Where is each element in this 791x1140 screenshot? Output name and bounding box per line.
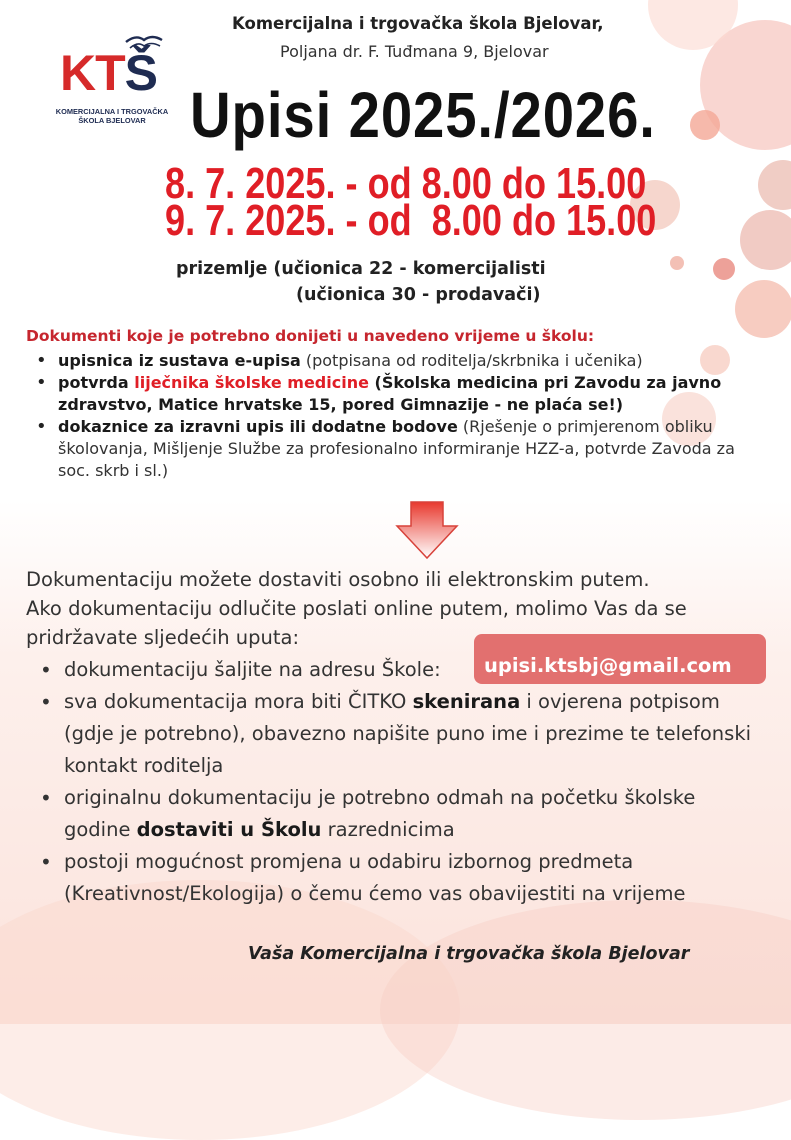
decorative-circle: [740, 210, 791, 270]
room-info-line-1: prizemlje (učionica 22 - komercijalisti: [176, 259, 546, 279]
list-item: • originalnu dokumentaciju je potrebno odmah na početku školske godine dostaviti u Školu razrednicima: [26, 782, 766, 846]
list-item: • potvrda liječnika školske medicine (Školska medicina pri Zavodu za javno zdravstvo, Matice hrvatske 15, pored Gimnazije - ne plaća se!): [26, 372, 771, 416]
list-item: • dokumentaciju šaljite na adresu Škole:: [26, 654, 766, 686]
list-item: • dokaznice za izravni upis ili dodatne bodove (Rješenje o primjerenom obliku školovanja, Mišljenje Službe za profesionalno informiranje HZZ-a, potvrde Zavoda za soc. skrb i sl.): [26, 416, 771, 482]
enrollment-date-2: 9. 7. 2025. - od 8.00 do 15.00: [165, 196, 657, 245]
delivery-intro: Dokumentaciju možete dostaviti osobno ili elektronskim putem. Ako dokumentaciju odlučite poslati online putem, molimo Vas da se pridržavate sljedećih uputa:: [26, 568, 687, 649]
list-item: • sva dokumentacija mora biti ČITKO skenirana i ovjerena potpisom (gdje je potrebno), obavezno napišite puno ime i prezime te telefonski kontakt roditelja: [26, 686, 766, 782]
list-item: • upisnica iz sustava e-upisa (potpisana od roditelja/skrbnika i učenika): [26, 350, 771, 372]
signature: Vaša Komercijalna i trgovačka škola Bjelovar: [248, 944, 690, 964]
room-info-line-2: (učionica 30 - prodavači): [296, 285, 541, 305]
decorative-circle: [735, 280, 791, 338]
documents-heading: Dokumenti koje je potrebno donijeti u navedeno vrijeme u školu:: [26, 327, 595, 345]
school-name: Komercijalna i trgovačka škola Bjelovar,: [232, 14, 604, 33]
list-item: • postoji mogućnost promjena u odabiru izbornog predmeta (Kreativnost/Ekologija) o čemu ćemo vas obavijestiti na vrijeme: [26, 846, 766, 910]
decorative-circle: [758, 160, 791, 210]
decorative-circle: [690, 110, 720, 140]
delivery-instructions-list: [26, 654, 766, 910]
enrollment-date-1: 8. 7. 2025. - od 8.00 do 15.00: [165, 159, 647, 208]
school-address: Poljana dr. F. Tuđmana 9, Bjelovar: [280, 42, 549, 61]
decorative-circle: [713, 258, 735, 280]
page-title: Upisi 2025./2026.: [190, 79, 656, 151]
school-logo: [52, 26, 170, 136]
decorative-circle: [670, 256, 684, 270]
logo-mark: KTŠ: [60, 45, 158, 101]
down-arrow-icon: [395, 500, 459, 560]
email-address-badge[interactable]: upisi.ktsbj@gmail.com: [474, 634, 766, 684]
documents-list: [26, 350, 771, 482]
logo-subtitle: KOMERCIJALNA I TRGOVAČKA ŠKOLA BJELOVAR: [55, 107, 169, 125]
